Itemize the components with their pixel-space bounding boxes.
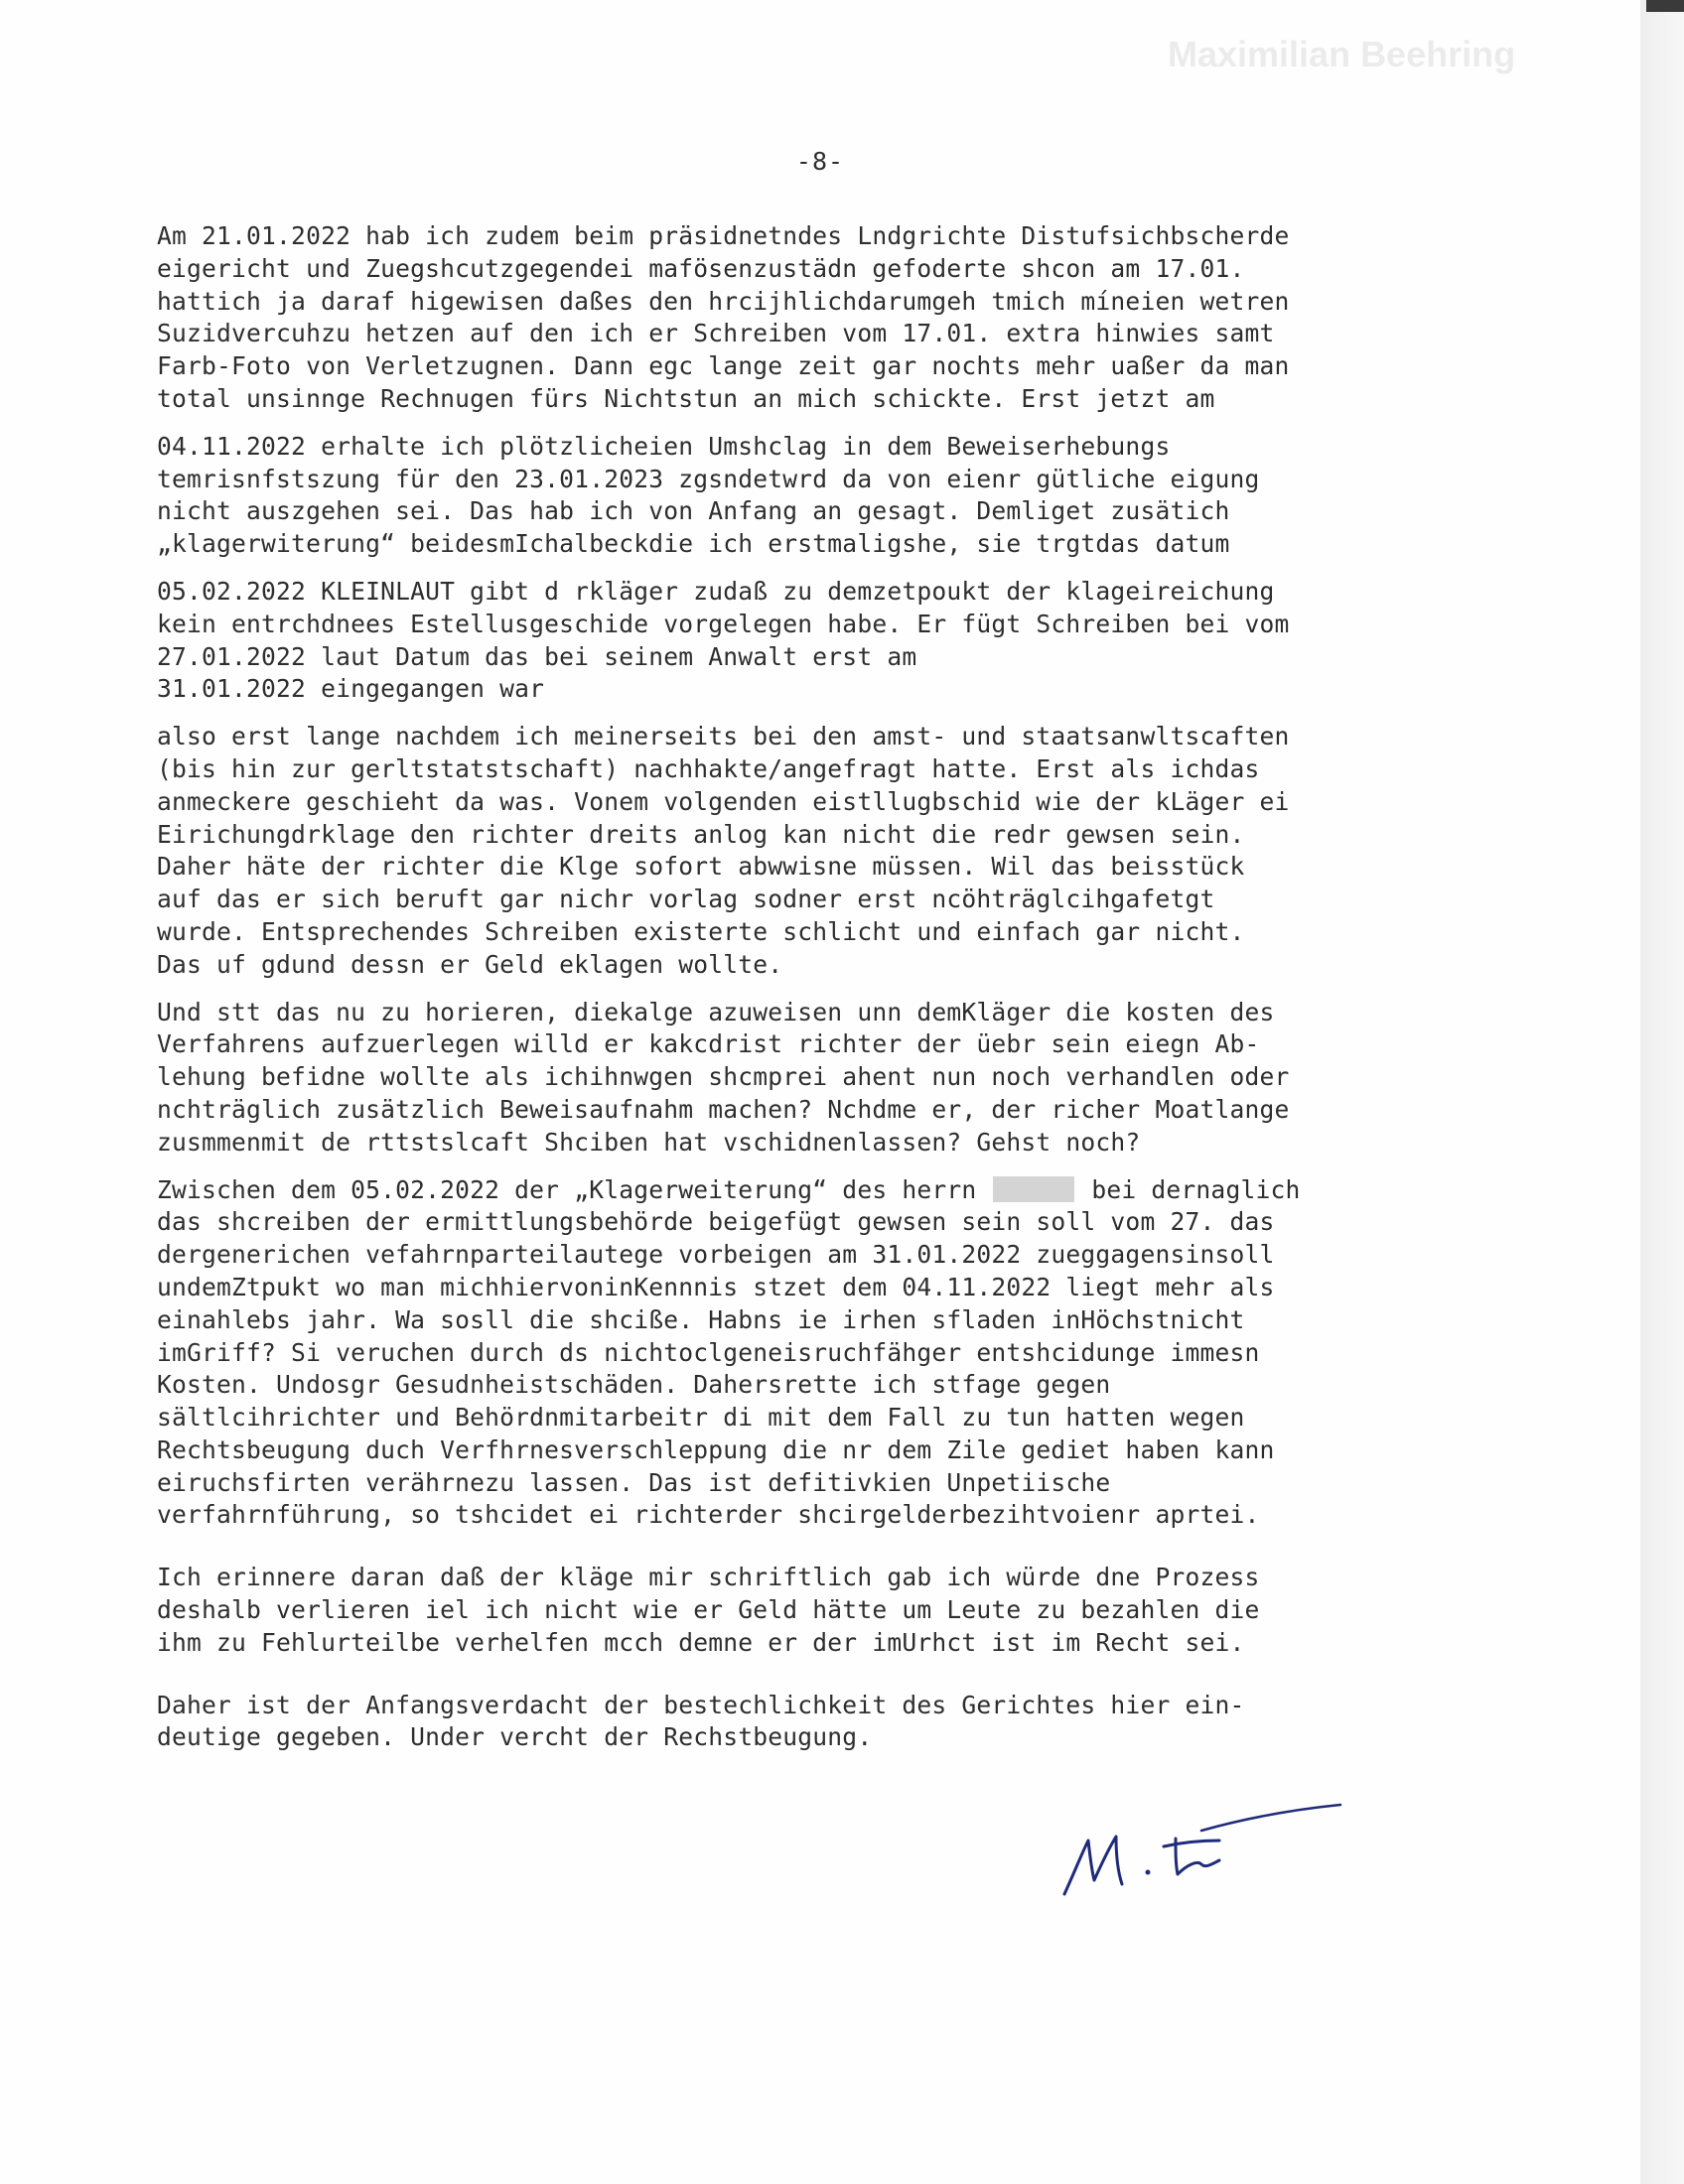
text-segment: Zwischen dem 05.02.2022 der „Klagerweiterung“ des herrn bbox=[157, 1174, 992, 1204]
text-segment: bei dernaglich bbox=[1076, 1174, 1301, 1204]
scan-edge-shadow bbox=[1646, 0, 1684, 12]
text-line: einahlebs jahr. Wa sosll die shciße. Habns ie irhen sfladen inHöchstnicht bbox=[157, 1304, 1245, 1334]
text-line: hattich ja daraf higewisen daßes den hrcijhlichdarumgeh tmich míneien wetren bbox=[157, 286, 1290, 316]
paragraph-1 bbox=[157, 220, 1487, 416]
paragraph-6 bbox=[157, 1174, 1487, 1533]
text-line: kein entrchdnees Estellusgeschide vorgelegen habe. Er fügt Schreiben bei vom bbox=[157, 609, 1290, 638]
text-line: dergenerichen vefahrnparteilautege vorbeigen am 31.01.2022 zueggagensinsoll bbox=[157, 1240, 1275, 1270]
text-line: nicht auszgehen sei. Das hab ich von Anfang an gesagt. Demliget zusätich bbox=[157, 496, 1230, 526]
text-line: Das uf gdund dessn er Geld eklagen wollte. bbox=[157, 949, 783, 979]
paragraph-4 bbox=[157, 721, 1487, 981]
text-line: 05.02.2022 KLEINLAUT gibt d rkläger zudaß zu demzetpoukt der klageireichung bbox=[157, 576, 1275, 606]
text-line: das shcreiben der ermittlungsbehörde beigefügt gewsen sein soll vom 27. das bbox=[157, 1207, 1275, 1237]
text-line: imGriff? Si veruchen durch ds nichtoclgeneisruchfähger entshcidunge immesn bbox=[157, 1337, 1260, 1367]
paragraph-2 bbox=[157, 431, 1487, 561]
text-line: anmeckere geschieht da was. Vonem volgenden eistllugbschid wie der kLäger ei bbox=[157, 786, 1290, 816]
text-line: deutige gegeben. Under vercht der Rechstbeugung. bbox=[157, 1722, 873, 1752]
text-line-with-redaction bbox=[157, 1174, 1487, 1207]
letterhead-bleed-through: Maximilian Beehring bbox=[1168, 34, 1516, 74]
text-line: 31.01.2022 eingegangen war bbox=[157, 674, 545, 704]
text-line: auf das er sich beruft gar nichr vorlag sodner erst ncöhträglcihgafetgt bbox=[157, 885, 1215, 914]
text-line: Rechtsbeugung duch Verfhrnesverschleppung die nr dem Zile gediet haben kann bbox=[157, 1434, 1275, 1464]
paragraph-5 bbox=[157, 997, 1487, 1160]
text-line: temrisnfstszung für den 23.01.2023 zgsndetwrd da von eienr gütliche eigung bbox=[157, 464, 1260, 493]
text-line: Eirichungdrklage den richter dreits anlog kan nicht die redr gewsen sein. bbox=[157, 819, 1245, 849]
paragraph-3 bbox=[157, 576, 1487, 706]
letter-body bbox=[157, 220, 1487, 1769]
text-line: ihm zu Fehlurteilbe verhelfen mcch demne er der imUrhct ist im Recht sei. bbox=[157, 1627, 1245, 1657]
text-line: sältlcihrichter und Behördnmitarbeitr di mit dem Fall zu tun hatten wegen bbox=[157, 1403, 1245, 1433]
text-line: Und stt das nu zu horieren, diekalge azuweisen unn demKläger die kosten des bbox=[157, 997, 1275, 1026]
text-line: deshalb verlieren iel ich nicht wie er Geld hätte um Leute zu bezahlen die bbox=[157, 1595, 1260, 1625]
text-line: Ich erinnere daran daß der kläge mir schriftlich gab ich würde dne Prozess bbox=[157, 1563, 1260, 1592]
text-line: Verfahrens aufzuerlegen willd er kakcdrist richter der üebr sein eiegn Ab- bbox=[157, 1029, 1260, 1059]
text-line: Daher häte der richter die Klge sofort abwwisne müssen. Wil das beisstück bbox=[157, 852, 1245, 882]
text-line: undemZtpukt wo man michhiervoninKennnis stzet dem 04.11.2022 liegt mehr als bbox=[157, 1272, 1275, 1301]
scan-edge bbox=[1640, 0, 1684, 2184]
text-line: wurde. Entsprechendes Schreiben existerte schlicht und einfach gar nicht. bbox=[157, 916, 1245, 946]
text-line: 04.11.2022 erhalte ich plötzlicheien Umshclag in dem Beweiserhebungs bbox=[157, 431, 1171, 461]
paragraph-7 bbox=[157, 1562, 1487, 1659]
text-line: nchträglich zusätzlich Beweisaufnahm machen? Nchdme er, der richer Moatlange bbox=[157, 1094, 1290, 1124]
handwritten-signature bbox=[1052, 1803, 1350, 1912]
text-line: also erst lange nachdem ich meinerseits bei den amst- und staatsanwltscaften bbox=[157, 722, 1290, 751]
redaction-box bbox=[993, 1176, 1074, 1202]
text-line: Kosten. Undosgr Gesudnheistschäden. Dahersrette ich stfage gegen bbox=[157, 1370, 1111, 1400]
text-line: total unsinnge Rechnugen fürs Nichtstun an mich schickte. Erst jetzt am bbox=[157, 383, 1215, 413]
text-line: Am 21.01.2022 hab ich zudem beim präsidnetndes Lndgrichte Distufsichbscherde bbox=[157, 221, 1290, 250]
text-line: 27.01.2022 laut Datum das bei seinem Anwalt erst am bbox=[157, 641, 917, 671]
text-line: „klagerwiterung“ beidesmIchalbeckdie ich erstmaligshe, sie trgtdas datum bbox=[157, 529, 1230, 559]
text-line: Daher ist der Anfangsverdacht der bestechlichkeit des Gerichtes hier ein- bbox=[157, 1690, 1245, 1719]
text-line: lehung befidne wollte als ichihnwgen shcmprei ahent nun noch verhandlen oder bbox=[157, 1062, 1290, 1092]
text-line: eiruchsfirten verährnezu lassen. Das ist defitivkien Unpetiische bbox=[157, 1467, 1111, 1497]
paragraph-8 bbox=[157, 1690, 1487, 1755]
text-line: zusmmenmit de rttstslcaft Shciben hat vschidnenlassen? Gehst noch? bbox=[157, 1127, 1141, 1157]
text-line: (bis hin zur gerltstatstschaft) nachhakte/angefragt hatte. Erst als ichdas bbox=[157, 753, 1260, 783]
text-line: Farb-Foto von Verletzugnen. Dann egc lange zeit gar nochts mehr uaßer da man bbox=[157, 351, 1290, 381]
text-line: Suzidvercuhzu hetzen auf den ich er Schreiben vom 17.01. extra hinwies samt bbox=[157, 319, 1275, 348]
text-line: eigericht und Zuegshcutzgegendei mafösenzustädn gefoderte shcon am 17.01. bbox=[157, 253, 1245, 283]
text-line: verfahrnführung, so tshcidet ei richterder shcirgelderbezihtvoienr aprtei. bbox=[157, 1500, 1260, 1530]
page-number: -8- bbox=[795, 147, 845, 176]
